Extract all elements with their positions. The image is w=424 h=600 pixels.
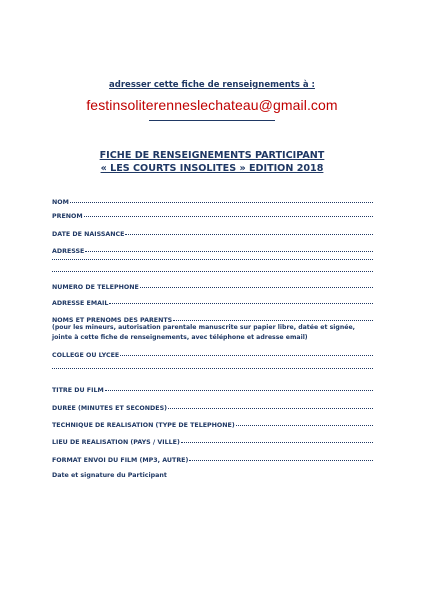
field-parents-line[interactable] <box>173 315 373 321</box>
field-date-naissance-label: DATE DE NAISSANCE <box>52 231 125 238</box>
parents-note: (pour les mineurs, autorisation parentale manuscrite sur papier libre, datée et signée, jointe à cette fiche de renseignements, avec téléphone et adresse email) <box>52 324 355 341</box>
field-format-line[interactable] <box>189 455 373 461</box>
field-format[interactable] <box>52 455 373 464</box>
form-title: FICHE DE RENSEIGNEMENTS PARTICIPANT <box>99 150 325 161</box>
field-college-line[interactable] <box>120 350 373 356</box>
form-subtitle: « LES COURTS INSOLITES » EDITION 2018 <box>100 163 324 174</box>
field-email[interactable] <box>52 298 373 307</box>
field-titre-film-line[interactable] <box>105 385 373 391</box>
field-parents-label: NOMS ET PRENOMS DES PARENTS <box>52 317 173 324</box>
field-format-label: FORMAT ENVOI DU FILM (MP3, AUTRE) <box>52 457 189 464</box>
field-lieu-line[interactable] <box>181 437 373 443</box>
field-technique[interactable] <box>52 420 373 429</box>
field-nom[interactable] <box>52 197 373 206</box>
field-titre-film[interactable] <box>52 385 373 394</box>
field-adresse-line-3[interactable] <box>52 271 373 272</box>
field-lieu[interactable] <box>52 437 373 446</box>
field-duree-label: DUREE (MINUTES ET SECONDES) <box>52 405 167 412</box>
field-prenom-label: PRENOM <box>52 213 83 220</box>
field-adresse[interactable] <box>52 246 373 255</box>
field-technique-line[interactable] <box>236 420 373 426</box>
field-telephone-line[interactable] <box>140 282 373 288</box>
field-nom-line[interactable] <box>70 197 373 203</box>
field-adresse-label: ADRESSE <box>52 248 85 255</box>
field-technique-label: TECHNIQUE DE REALISATION (TYPE DE TELEPHONE) <box>52 422 235 429</box>
field-college-label: COLLEGE OU LYCEE <box>52 352 120 359</box>
field-duree[interactable] <box>52 403 373 412</box>
field-nom-label: NOM <box>52 199 69 206</box>
field-telephone-label: NUMERO DE TELEPHONE <box>52 284 139 291</box>
field-date-naissance[interactable] <box>52 229 373 238</box>
field-lieu-label: LIEU DE REALISATION (PAYS / VILLE) <box>52 439 180 446</box>
field-adresse-line[interactable] <box>85 246 373 252</box>
field-email-label: ADRESSE EMAIL <box>52 300 109 307</box>
field-titre-film-label: TITRE DU FILM <box>52 387 104 394</box>
contact-email[interactable]: festinsoliterenneslechateau@gmail.com <box>86 97 338 113</box>
field-prenom-line[interactable] <box>84 211 373 217</box>
field-college[interactable] <box>52 350 373 359</box>
send-instruction: adresser cette fiche de renseignements à : <box>109 80 315 90</box>
email-underline <box>149 120 275 121</box>
field-duree-line[interactable] <box>168 403 373 409</box>
field-email-line[interactable] <box>109 298 373 304</box>
signature-label: Date et signature du Participant <box>52 472 167 479</box>
field-prenom[interactable] <box>52 211 373 220</box>
field-date-naissance-line[interactable] <box>125 229 373 235</box>
field-college-line-2[interactable] <box>52 368 373 369</box>
field-telephone[interactable] <box>52 282 373 291</box>
field-adresse-line-2[interactable] <box>52 259 373 260</box>
